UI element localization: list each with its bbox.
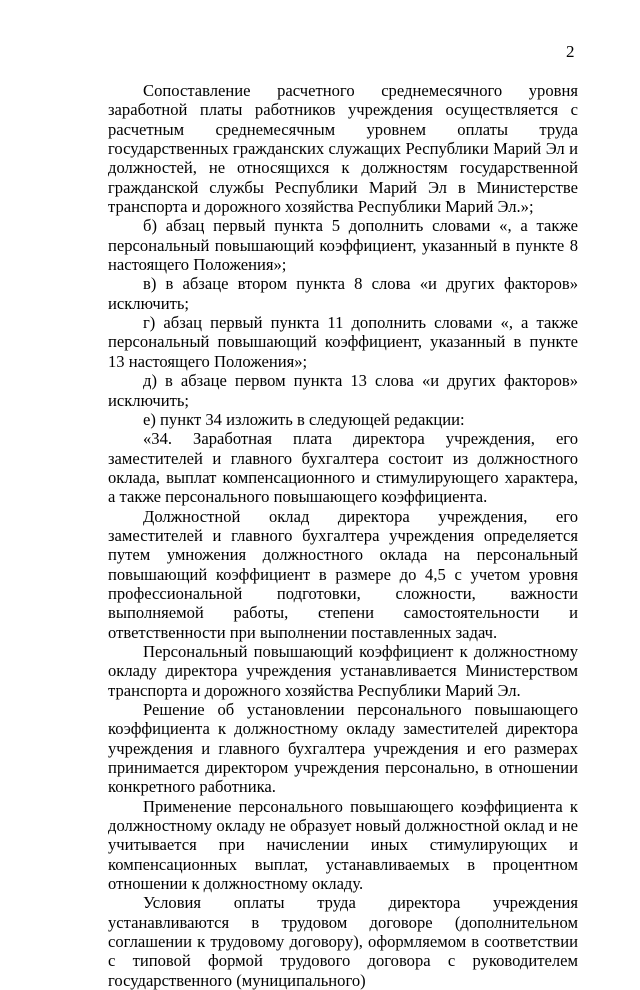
paragraph: Условия оплаты труда директора учреждения устанавливаются в трудовом договоре (дополнительном соглашении к трудовому договору), оформляемом в соответствии с типовой формой трудового договора с руководителем государственного (муниципального): [108, 893, 578, 990]
paragraph: в) в абзаце втором пункта 8 слова «и других факторов» исключить;: [108, 274, 578, 313]
paragraph: Применение персонального повышающего коэффициента к должностному окладу не образует новый должностной оклад и не учитывается при начислении иных стимулирующих и компенсационных выплат, устанавливаемых в процентном отношении к должностному окладу.: [108, 796, 578, 894]
paragraph: «34. Заработная плата директора учреждения, его заместителей и главного бухгалтера состоит из должностного оклада, выплат компенсационного и стимулирующего характера, а также персонального повышающего коэффициента.: [108, 429, 578, 507]
paragraph: д) в абзаце первом пункта 13 слова «и других факторов» исключить;: [108, 371, 578, 410]
paragraph: Персональный повышающий коэффициент к должностному окладу директора учреждения устанавливается Министерством транспорта и дорожного хозяйства Республики Марий Эл.: [108, 641, 578, 700]
paragraph: Сопоставление расчетного среднемесячного уровня заработной платы работников учреждения осуществляется с расчетным среднемесячным уровнем оплаты труда государственных гражданских служащих Республики Марий Эл и должностей, не относящихся к должностям государственной гражданской службы Республики Марий Эл в Министерстве транспорта и дорожного хозяйства Республики Марий Эл.»;: [108, 81, 578, 217]
document-body: [108, 81, 578, 990]
paragraph: г) абзац первый пункта 11 дополнить словами «, а также персональный повышающий коэффициент, указанный в пункте 13 настоящего Положения»;: [108, 313, 578, 371]
paragraph: Должностной оклад директора учреждения, его заместителей и главного бухгалтера учреждения определяется путем умножения должностного оклада на персональный повышающий коэффициент в размере до 4,5 с учетом уровня профессиональной подготовки, сложности, важности выполняемой работы, степени самостоятельности и ответственности при выполнении поставленных задач.: [108, 506, 578, 642]
paragraph: е) пункт 34 изложить в следующей редакции:: [143, 409, 465, 429]
page-number: 2: [566, 42, 575, 61]
paragraph: Решение об установлении персонального повышающего коэффициента к должностному окладу заместителей директора учреждения и главного бухгалтера учреждения и его размерах принимается директором учреждения персонально, в отношении конкретного работника.: [108, 700, 578, 797]
paragraph: б) абзац первый пункта 5 дополнить словами «, а также персональный повышающий коэффициент, указанный в пункте 8 настоящего Положения»;: [108, 216, 578, 275]
